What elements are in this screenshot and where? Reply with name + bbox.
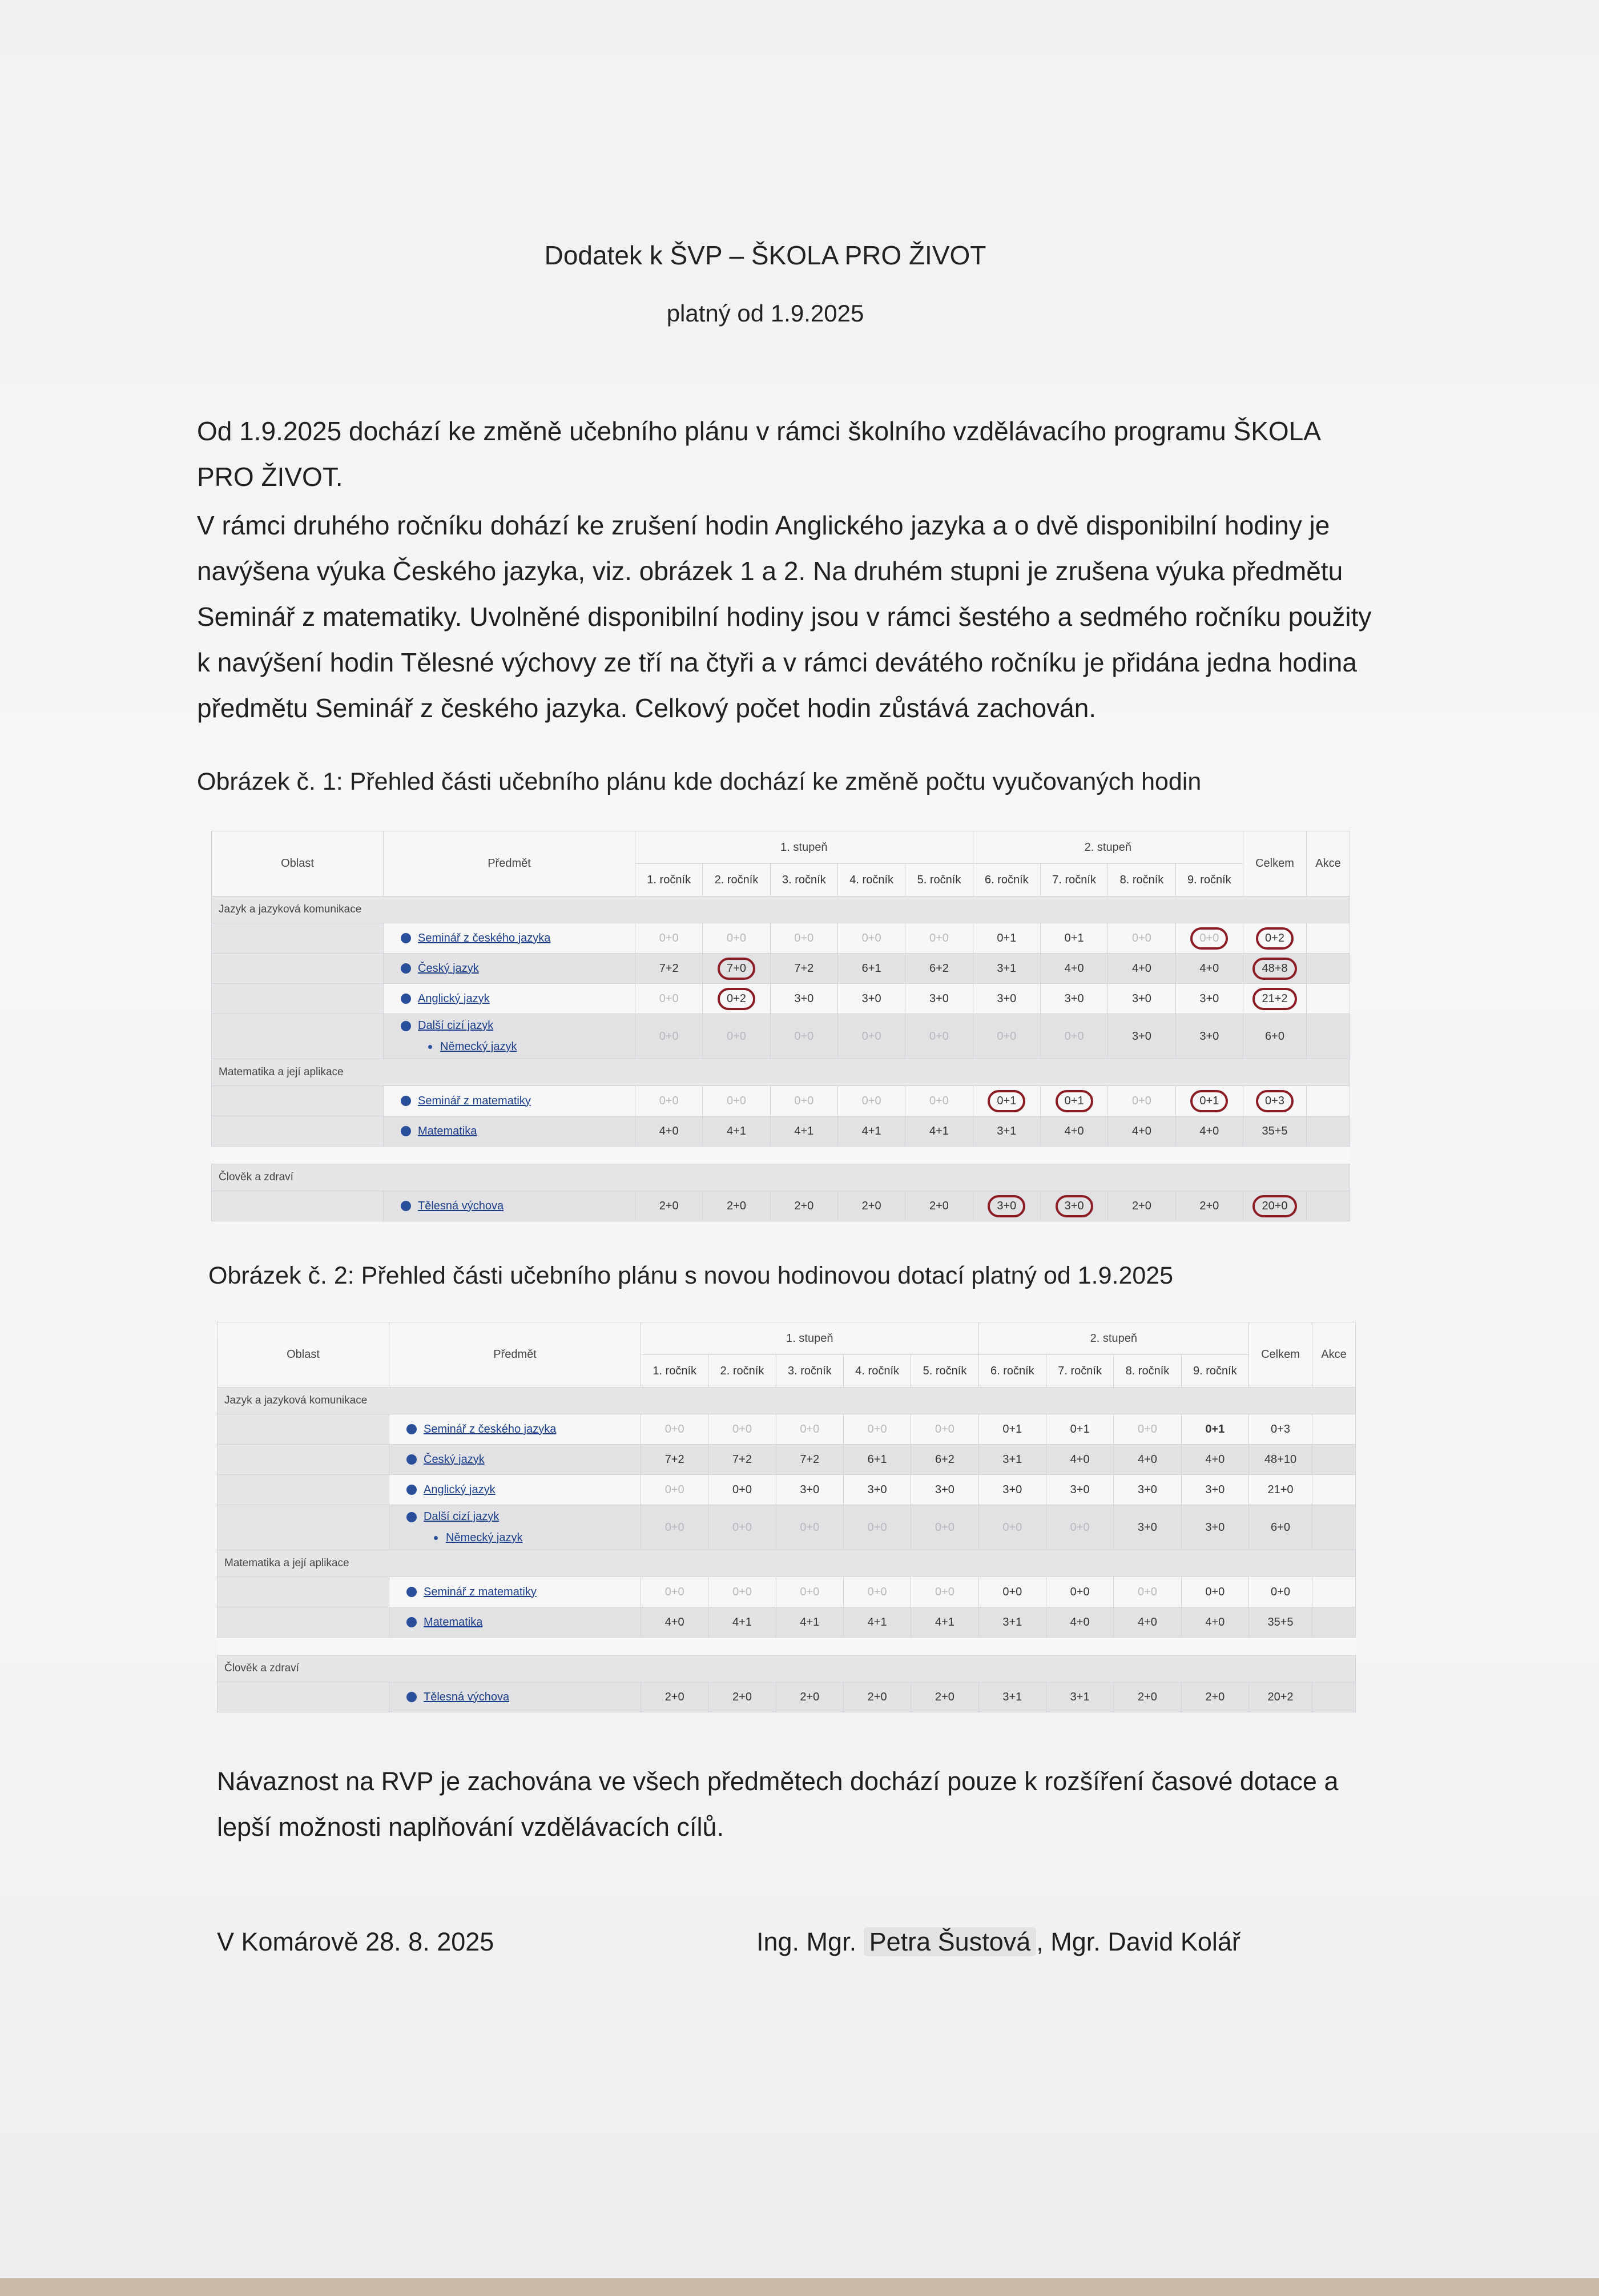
hours-cell: 7+2 xyxy=(770,954,837,984)
hours-cell: 0+3 xyxy=(1249,1414,1312,1445)
table-row xyxy=(218,1682,1356,1712)
hours-cell: 4+0 xyxy=(1046,1607,1113,1638)
signatures xyxy=(756,1927,1240,1957)
hours-cell: 2+0 xyxy=(1181,1682,1248,1712)
header-predmet: Předmět xyxy=(389,1322,641,1388)
header-akce: Akce xyxy=(1312,1322,1356,1388)
closing-paragraph: Návaznost na RVP je zachována ve všech předmětech dochází pouze k rozšíření časové dotace a lepší možnosti naplňování vzdělávacích cílů. xyxy=(217,1767,1339,1841)
subject-link-seminar-cj[interactable]: Seminář z českého jazyka xyxy=(424,1422,557,1435)
area-matematika: Matematika a její aplikace xyxy=(218,1550,1356,1577)
curriculum-table-1 xyxy=(211,831,1350,1221)
hours-cell: 4+1 xyxy=(837,1116,905,1147)
place-date: V Komárově 28. 8. 2025 xyxy=(217,1927,494,1956)
hours-cell: 0+0 xyxy=(911,1414,978,1445)
hours-cell: 3+0 xyxy=(1108,984,1175,1014)
subject-link-matematika[interactable]: Matematika xyxy=(424,1615,483,1628)
subject-info-icon xyxy=(406,1485,417,1495)
hours-cell: 3+1 xyxy=(1046,1682,1113,1712)
hours-cell: 3+0 xyxy=(843,1475,911,1505)
table-row xyxy=(212,1014,1350,1059)
subject-link-telesna[interactable]: Tělesná výchova xyxy=(424,1690,510,1703)
hours-cell: 0+0 xyxy=(635,1086,703,1116)
header-celkem: Celkem xyxy=(1249,1322,1312,1388)
hours-cell: 0+1 xyxy=(973,923,1040,954)
list-bullet xyxy=(434,1536,438,1540)
circled-hours: 0+1 xyxy=(1056,1090,1093,1112)
hours-cell: 0+0 xyxy=(703,923,770,954)
table-row xyxy=(218,1414,1356,1445)
hours-cell: 7+2 xyxy=(708,1445,776,1475)
hours-cell: 3+0 xyxy=(973,984,1040,1014)
circled-hours: 0+0 xyxy=(1190,927,1228,950)
table-row xyxy=(218,1577,1356,1607)
hours-cell: 4+0 xyxy=(1108,1116,1175,1147)
subject-info-icon xyxy=(401,933,411,943)
hours-cell: 4+1 xyxy=(905,1116,973,1147)
subject-link-dalsi[interactable]: Další cizí jazyk xyxy=(418,1019,494,1032)
hours-cell: 0+0 xyxy=(837,1014,905,1059)
header-grade: 7. ročník xyxy=(1046,1355,1113,1388)
subject-link-telesna[interactable]: Tělesná výchova xyxy=(418,1199,504,1212)
hours-cell: 2+0 xyxy=(911,1682,978,1712)
header-grade: 9. ročník xyxy=(1175,864,1243,896)
hours-cell: 2+0 xyxy=(635,1191,703,1221)
hours-cell: 0+0 xyxy=(776,1414,843,1445)
hours-cell: 2+0 xyxy=(703,1191,770,1221)
table-row xyxy=(218,1505,1356,1550)
header-stupen-2: 2. stupeň xyxy=(978,1322,1248,1355)
area-jazyk: Jazyk a jazyková komunikace xyxy=(212,896,1350,923)
header-celkem: Celkem xyxy=(1243,831,1307,896)
hours-cell: 0+0 xyxy=(843,1414,911,1445)
hours-cell: 4+1 xyxy=(843,1607,911,1638)
hours-cell: 4+0 xyxy=(1108,954,1175,984)
hours-cell: 6+0 xyxy=(1243,1014,1307,1059)
subject-link-seminar-cj[interactable]: Seminář z českého jazyka xyxy=(418,931,551,944)
header-grade: 8. ročník xyxy=(1114,1355,1181,1388)
hours-cell: 3+0 xyxy=(1181,1475,1248,1505)
hours-cell: 3+0 xyxy=(1046,1475,1113,1505)
hours-cell: 21+0 xyxy=(1249,1475,1312,1505)
signature-suffix: , Mgr. David Kolář xyxy=(1036,1927,1240,1956)
header-grade: 3. ročník xyxy=(770,864,837,896)
circled-hours: 0+1 xyxy=(1190,1090,1228,1112)
hours-cell: 0+0 xyxy=(1046,1505,1113,1550)
subject-info-icon xyxy=(401,963,411,974)
hours-cell: 3+1 xyxy=(978,1682,1046,1712)
figure-2-caption: Obrázek č. 2: Přehled části učebního plánu s novou hodinovou dotací platný od 1.9.2025 xyxy=(208,1262,1174,1289)
header-grade: 8. ročník xyxy=(1108,864,1175,896)
hours-cell: 0+0 xyxy=(843,1577,911,1607)
circled-hours: 0+2 xyxy=(1256,927,1294,950)
circled-hours: 0+1 xyxy=(988,1090,1025,1112)
hours-cell: 0+0 xyxy=(1114,1577,1181,1607)
hours-cell: 0+0 xyxy=(641,1475,708,1505)
signature-name-highlight: Petra Šustová xyxy=(864,1927,1037,1956)
hours-cell: 3+0 xyxy=(1114,1475,1181,1505)
hours-cell: 2+0 xyxy=(1175,1191,1243,1221)
hours-cell: 6+1 xyxy=(837,954,905,984)
header-stupen-2: 2. stupeň xyxy=(973,831,1243,864)
header-grade: 3. ročník xyxy=(776,1355,843,1388)
hours-cell: 3+0 xyxy=(1175,1014,1243,1059)
hours-cell: 0+0 xyxy=(776,1505,843,1550)
hours-cell: 2+0 xyxy=(905,1191,973,1221)
hours-cell: 6+1 xyxy=(843,1445,911,1475)
hours-cell: 0+0 xyxy=(776,1577,843,1607)
subject-link-anglicky[interactable]: Anglický jazyk xyxy=(418,992,490,1005)
subject-info-icon xyxy=(406,1617,417,1627)
table-row xyxy=(218,1445,1356,1475)
area-clovek: Člověk a zdraví xyxy=(212,1164,1350,1191)
document-title: Dodatek k ŠVP – ŠKOLA PRO ŽIVOT xyxy=(544,240,986,270)
hours-cell: 3+0 xyxy=(978,1475,1046,1505)
subject-info-icon xyxy=(406,1454,417,1465)
subject-info-icon xyxy=(406,1512,417,1522)
table-row xyxy=(212,1116,1350,1147)
table-row xyxy=(218,1607,1356,1638)
hours-cell: 4+1 xyxy=(776,1607,843,1638)
hours-cell: 4+0 xyxy=(1040,954,1107,984)
hours-cell: 7+2 xyxy=(776,1445,843,1475)
hours-cell: 6+2 xyxy=(911,1445,978,1475)
hours-cell: 4+1 xyxy=(703,1116,770,1147)
hours-cell: 4+0 xyxy=(1046,1445,1113,1475)
header-akce: Akce xyxy=(1307,831,1350,896)
subject-link-nemecky[interactable]: Německý jazyk xyxy=(440,1040,517,1053)
area-jazyk: Jazyk a jazyková komunikace xyxy=(218,1388,1356,1414)
table-row xyxy=(212,1191,1350,1221)
list-bullet xyxy=(428,1045,432,1049)
hours-cell: 0+0 xyxy=(770,923,837,954)
hours-cell: 0+0 xyxy=(1249,1577,1312,1607)
hours-cell: 0+0 xyxy=(641,1414,708,1445)
subject-link-matematika[interactable]: Matematika xyxy=(418,1124,477,1137)
hours-cell: 3+1 xyxy=(973,954,1040,984)
hours-cell: 2+0 xyxy=(1114,1682,1181,1712)
hours-cell: 0+0 xyxy=(635,1014,703,1059)
hours-cell: 3+0 xyxy=(770,984,837,1014)
hours-cell: 0+0 xyxy=(708,1505,776,1550)
figure-1-caption: Obrázek č. 1: Přehled části učebního plánu kde dochází ke změně počtu vyučovaných hodin xyxy=(197,768,1202,795)
hours-cell: 0+0 xyxy=(905,1014,973,1059)
document-valid-from: platný od 1.9.2025 xyxy=(666,300,864,327)
hours-cell: 0+0 xyxy=(837,1086,905,1116)
hours-cell: 0+0 xyxy=(905,1086,973,1116)
hours-cell: 3+0 xyxy=(1181,1505,1248,1550)
circled-hours: 20+0 xyxy=(1252,1195,1296,1217)
table-row xyxy=(212,984,1350,1014)
hours-cell: 0+0 xyxy=(635,984,703,1014)
hours-cell: 0+0 xyxy=(1108,923,1175,954)
hours-cell: 3+1 xyxy=(973,1116,1040,1147)
area-matematika: Matematika a její aplikace xyxy=(212,1059,1350,1086)
header-predmet: Předmět xyxy=(384,831,635,896)
hours-cell: 0+0 xyxy=(978,1577,1046,1607)
hours-cell: 35+5 xyxy=(1249,1607,1312,1638)
header-grade: 6. ročník xyxy=(973,864,1040,896)
hours-cell: 0+0 xyxy=(1114,1414,1181,1445)
subject-info-icon xyxy=(406,1587,417,1597)
table-row xyxy=(218,1475,1356,1505)
hours-cell: 3+0 xyxy=(1040,984,1107,1014)
subject-info-icon xyxy=(406,1692,417,1702)
hours-cell: 0+1 xyxy=(1181,1414,1248,1445)
hours-cell: 0+0 xyxy=(1108,1086,1175,1116)
hours-cell: 4+1 xyxy=(708,1607,776,1638)
subject-link-anglicky[interactable]: Anglický jazyk xyxy=(424,1483,496,1496)
header-grade: 1. ročník xyxy=(641,1355,708,1388)
subject-info-icon xyxy=(401,1126,411,1136)
subject-link-nemecky[interactable]: Německý jazyk xyxy=(446,1531,523,1544)
hours-cell: 2+0 xyxy=(770,1191,837,1221)
header-oblast: Oblast xyxy=(218,1322,389,1388)
hours-cell: 0+0 xyxy=(703,1014,770,1059)
hours-cell: 4+0 xyxy=(635,1116,703,1147)
signature-prefix: Ing. Mgr. xyxy=(756,1927,857,1956)
hours-cell: 4+0 xyxy=(1114,1445,1181,1475)
subject-link-dalsi[interactable]: Další cizí jazyk xyxy=(424,1510,500,1523)
hours-cell: 6+0 xyxy=(1249,1505,1312,1550)
hours-cell: 0+0 xyxy=(843,1505,911,1550)
circled-hours: 21+2 xyxy=(1252,988,1296,1010)
table-row xyxy=(212,923,1350,954)
hours-cell: 0+0 xyxy=(770,1086,837,1116)
hours-cell: 0+0 xyxy=(978,1505,1046,1550)
hours-cell: 4+1 xyxy=(911,1607,978,1638)
hours-cell: 4+1 xyxy=(770,1116,837,1147)
header-grade: 9. ročník xyxy=(1181,1355,1248,1388)
subject-link-cesky[interactable]: Český jazyk xyxy=(424,1453,485,1466)
paragraph-intro: Od 1.9.2025 dochází ke změně učebního plánu v rámci školního vzdělávacího programu ŠKOLA PRO ŽIVOT. xyxy=(197,416,1320,492)
hours-cell: 4+0 xyxy=(641,1607,708,1638)
header-stupen-1: 1. stupeň xyxy=(641,1322,979,1355)
hours-cell: 2+0 xyxy=(708,1682,776,1712)
hours-cell: 0+0 xyxy=(703,1086,770,1116)
hours-cell: 0+0 xyxy=(837,923,905,954)
hours-cell: 2+0 xyxy=(776,1682,843,1712)
subject-info-icon xyxy=(401,994,411,1004)
hours-cell: 3+0 xyxy=(837,984,905,1014)
hours-cell: 2+0 xyxy=(1108,1191,1175,1221)
header-grade: 2. ročník xyxy=(708,1355,776,1388)
header-grade: 7. ročník xyxy=(1040,864,1107,896)
circled-hours: 0+2 xyxy=(718,988,755,1010)
subject-info-icon xyxy=(401,1201,411,1211)
hours-cell: 3+0 xyxy=(911,1475,978,1505)
area-clovek: Člověk a zdraví xyxy=(218,1655,1356,1682)
hours-cell: 3+0 xyxy=(1114,1505,1181,1550)
hours-cell: 0+0 xyxy=(911,1505,978,1550)
circled-hours: 3+0 xyxy=(1056,1195,1093,1217)
subject-info-icon xyxy=(406,1424,417,1434)
circled-hours: 7+0 xyxy=(718,958,755,980)
hours-cell: 0+0 xyxy=(1181,1577,1248,1607)
circled-hours: 48+8 xyxy=(1252,958,1296,980)
subject-info-icon xyxy=(401,1021,411,1031)
header-grade: 5. ročník xyxy=(905,864,973,896)
circled-hours: 3+0 xyxy=(988,1195,1025,1217)
hours-cell: 2+0 xyxy=(641,1682,708,1712)
subject-link-seminar-m[interactable]: Seminář z matematiky xyxy=(418,1094,531,1107)
hours-cell: 0+0 xyxy=(635,923,703,954)
subject-link-seminar-m[interactable]: Seminář z matematiky xyxy=(424,1585,537,1598)
circled-hours: 0+3 xyxy=(1256,1090,1294,1112)
header-stupen-1: 1. stupeň xyxy=(635,831,973,864)
hours-cell: 0+0 xyxy=(1040,1014,1107,1059)
hours-cell: 2+0 xyxy=(843,1682,911,1712)
hours-cell: 4+0 xyxy=(1114,1607,1181,1638)
hours-cell: 2+0 xyxy=(837,1191,905,1221)
subject-link-cesky[interactable]: Český jazyk xyxy=(418,962,479,975)
hours-cell: 0+0 xyxy=(973,1014,1040,1059)
subject-info-icon xyxy=(401,1096,411,1106)
hours-cell: 4+0 xyxy=(1175,954,1243,984)
hours-cell: 0+0 xyxy=(770,1014,837,1059)
hours-cell: 7+2 xyxy=(641,1445,708,1475)
header-grade: 4. ročník xyxy=(837,864,905,896)
curriculum-table-2 xyxy=(217,1322,1356,1712)
hours-cell: 0+1 xyxy=(1040,923,1107,954)
hours-cell: 3+0 xyxy=(905,984,973,1014)
hours-cell: 0+0 xyxy=(708,1414,776,1445)
hours-cell: 4+0 xyxy=(1175,1116,1243,1147)
hours-cell: 0+0 xyxy=(905,923,973,954)
hours-cell: 20+2 xyxy=(1249,1682,1312,1712)
hours-cell: 0+1 xyxy=(978,1414,1046,1445)
hours-cell: 4+0 xyxy=(1181,1607,1248,1638)
header-grade: 4. ročník xyxy=(843,1355,911,1388)
header-grade: 1. ročník xyxy=(635,864,703,896)
table-row xyxy=(212,954,1350,984)
hours-cell: 0+0 xyxy=(1046,1577,1113,1607)
hours-cell: 3+1 xyxy=(978,1607,1046,1638)
hours-cell: 7+2 xyxy=(635,954,703,984)
header-grade: 5. ročník xyxy=(911,1355,978,1388)
hours-cell: 0+0 xyxy=(641,1505,708,1550)
hours-cell: 35+5 xyxy=(1243,1116,1307,1147)
hours-cell: 3+0 xyxy=(1175,984,1243,1014)
hours-cell: 3+1 xyxy=(978,1445,1046,1475)
paragraph-changes: V rámci druhého ročníku dohází ke zrušení hodin Anglického jazyka a o dvě disponibilní hodiny je navýšena výuka Českého jazyka, viz. obrázek 1 a 2. Na druhém stupni je zrušena výuka předmětu Seminář z matematiky. Uvolněné disponibilní hodiny jsou v rámci šestého a sedmého ročníku použity k navýšení hodin Tělesné výchovy ze tří na čtyři a v rámci devátého ročníku je přidána jedna hodina předmětu Seminář z českého jazyka. Celkový počet hodin zůstává zachován. xyxy=(197,510,1372,723)
hours-cell: 0+0 xyxy=(708,1475,776,1505)
hours-cell: 3+0 xyxy=(1108,1014,1175,1059)
hours-cell: 0+0 xyxy=(641,1577,708,1607)
hours-cell: 3+0 xyxy=(776,1475,843,1505)
header-oblast: Oblast xyxy=(212,831,384,896)
hours-cell: 0+1 xyxy=(1046,1414,1113,1445)
hours-cell: 6+2 xyxy=(905,954,973,984)
hours-cell: 4+0 xyxy=(1181,1445,1248,1475)
hours-cell: 0+0 xyxy=(911,1577,978,1607)
table-row xyxy=(212,1086,1350,1116)
hours-cell: 4+0 xyxy=(1040,1116,1107,1147)
hours-cell: 0+0 xyxy=(708,1577,776,1607)
hours-cell: 48+10 xyxy=(1249,1445,1312,1475)
header-grade: 6. ročník xyxy=(978,1355,1046,1388)
header-grade: 2. ročník xyxy=(703,864,770,896)
